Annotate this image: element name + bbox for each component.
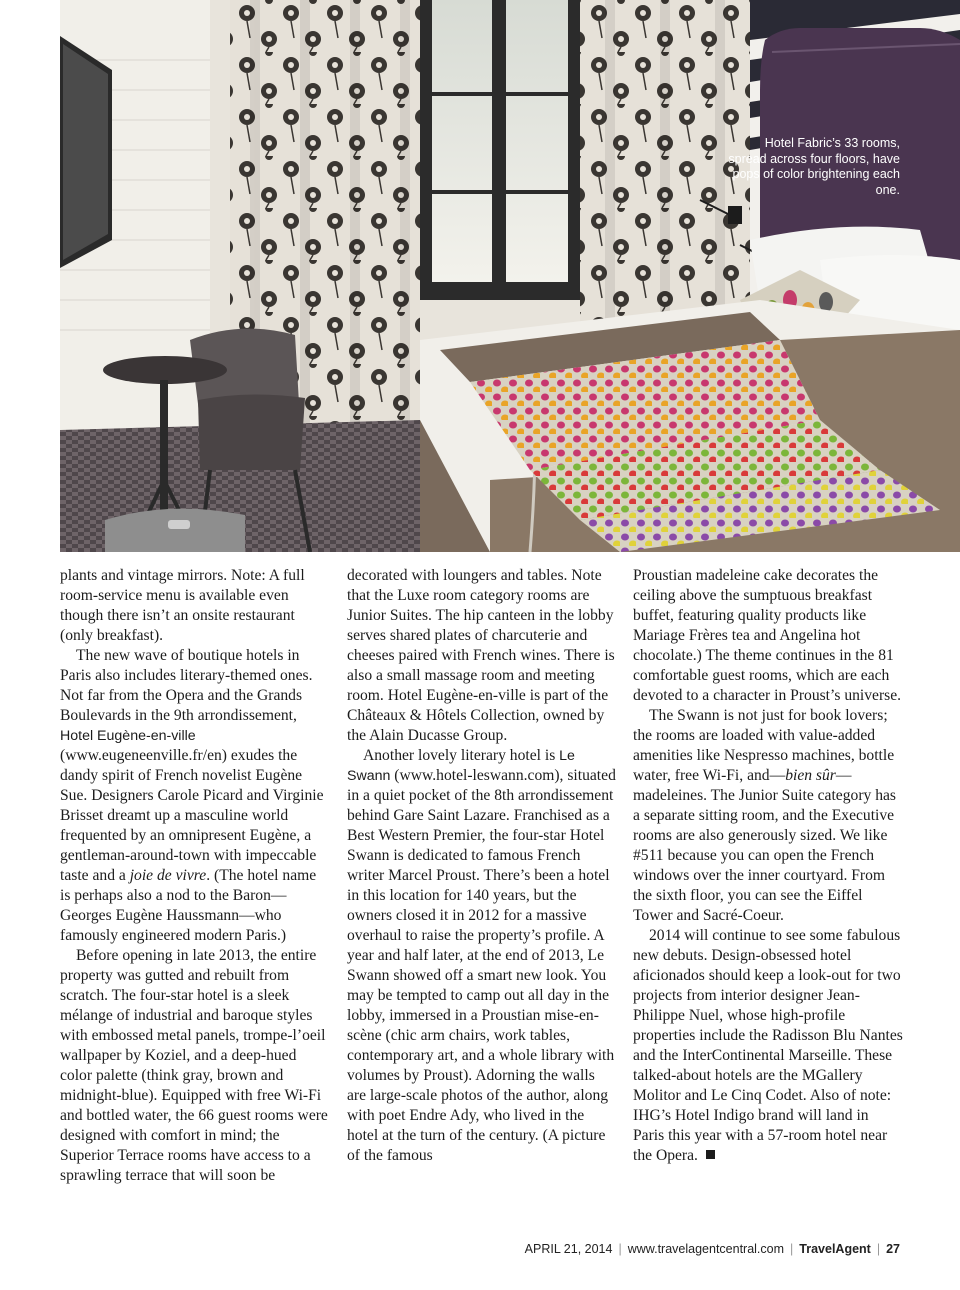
page-number: 27 bbox=[886, 1242, 900, 1256]
text-run: Another lovely literary hotel is bbox=[363, 747, 560, 764]
paragraph bbox=[60, 646, 330, 946]
text-run: The new wave of boutique hotels in Paris also includes literary-themed ones. Not far from the Opera and the Grands Boulevards in the 9th arrondissement, bbox=[60, 647, 313, 724]
article-column-2 bbox=[347, 566, 617, 1166]
paragraph bbox=[633, 926, 903, 1166]
paragraph bbox=[633, 706, 903, 926]
divider: | bbox=[876, 1242, 881, 1256]
photo-caption: Hotel Fabric’s 33 rooms, spread across four floors, have pops of color brightening each one. bbox=[728, 136, 900, 197]
article-column-3 bbox=[633, 566, 903, 1166]
text-run: —madeleines. The Junior Suite category has a separate sitting room, and the Executive rooms are also generously sized. We like #511 because you can open the French windows over the inner courtyard. From the sixth floor, you can see the Eiffel Tower and Sacré-Coeur. bbox=[633, 767, 896, 924]
text-run: The Swann is not just for book lovers; the rooms are loaded with value-added amenities like Nespresso machines, bottle water, free Wi-Fi, and— bbox=[633, 707, 895, 784]
text-run: (www.eugeneenville.fr/en) exudes the dandy spirit of French novelist Eugène Sue. Designers Carole Picard and Virginie Brisset dreamt up a masculine world frequented by an omnipresent Eugène, a gentleman-around-town with impeccable taste and a bbox=[60, 747, 324, 884]
website-url[interactable]: www.travelagentcentral.com bbox=[627, 1242, 785, 1256]
italic-phrase: joie de vivre bbox=[129, 867, 207, 884]
text-run: (www.hotel-leswann.com), situated in a quiet pocket of the 8th arrondissement behind Gare Saint Lazare. Franchised as a Best Western Premier, the four-star Hotel Swann is dedicated to famous French writer Marcel Proust. There’s been a hotel in this location for 140 years, but the owners closed it in 2012 for a massive overhaul to raise the property’s profile. A year and half later, at the end of 2013, Le Swann showed off a smart new look. You may be tempted to camp out all day in the lobby, immersed in a Proustian mise-en-scène (chic arm chairs, work tables, contemporary art, and a whole library with volumes by Proust). Adorning the walls are large-scale photos of the author, along with poet Endre Ady, who lived in the hotel at the turn of the century. (A picture of the famous bbox=[347, 767, 616, 1164]
text-run: . (The hotel name is perhaps also a nod to the Baron—Georges Eugène Haussmann—who famously engineered modern Paris.) bbox=[60, 867, 317, 944]
hotel-name-eugene: Hotel Eugène-en-ville bbox=[60, 728, 196, 744]
article-column-1 bbox=[60, 566, 330, 1186]
divider: | bbox=[790, 1242, 794, 1256]
divider: | bbox=[618, 1242, 622, 1256]
publication-logo: TravelAgent bbox=[799, 1242, 871, 1256]
page-footer bbox=[525, 1242, 900, 1256]
paragraph: Before opening in late 2013, the entire property was gutted and rebuilt from scratch. The four-star hotel is a sleek mélange of industrial and baroque styles with embossed metal panels, trompe-l’oeil wallpaper by Koziel, and a deep-hued color palette (think gray, brown and midnight-blue). Equipped with free Wi-Fi and bottled water, the 66 guest rooms were designed with comfort in mind; the Superior Terrace rooms have access to a sprawling terrace that will soon be bbox=[60, 947, 328, 1184]
text-run: 2014 will continue to see some fabulous new debuts. Design-obsessed hotel aficionados should keep a look-out for two projects from interior designer Jean-Philippe Nuel, whose high-profile properties include the Radisson Blu Nantes and the InterContinental Marseille. These talked-about hotels are the MGallery Molitor and Le Cinq Codet. Also of note: IHG’s Hotel Indigo brand will land in Paris this year with a 57-room hotel near the Opera. bbox=[633, 927, 903, 1164]
paragraph: Proustian madeleine cake decorates the ceiling above the sumptuous breakfast buffet, featuring quality products like Mariage Frères tea and Angelina hot chocolate.) The theme continues in the 81 comfortable guest rooms, which are each devoted to a character in Proust’s universe. bbox=[633, 567, 902, 704]
end-of-article-mark bbox=[706, 1150, 715, 1159]
italic-phrase: bien sûr bbox=[785, 767, 836, 784]
issue-date: APRIL 21, 2014 bbox=[524, 1242, 613, 1256]
hotel-name-swann: Le Swann bbox=[347, 748, 575, 784]
paragraph bbox=[347, 746, 617, 1166]
paragraph: plants and vintage mirrors. Note: A full room-service menu is available even though there isn’t an onsite restaurant (only breakfast). bbox=[60, 567, 305, 644]
paragraph: decorated with loungers and tables. Note that the Luxe room category rooms are Junior Suites. The hip canteen in the lobby serves shared plates of charcuterie and cheeses paired with French wines. There is also a small massage room and meeting room. Hotel Eugène-en-ville is part of the Châteaux & Hôtels Collection, owned by the Alain Ducasse Group. bbox=[347, 567, 615, 744]
hotel-room-photo bbox=[60, 0, 960, 552]
